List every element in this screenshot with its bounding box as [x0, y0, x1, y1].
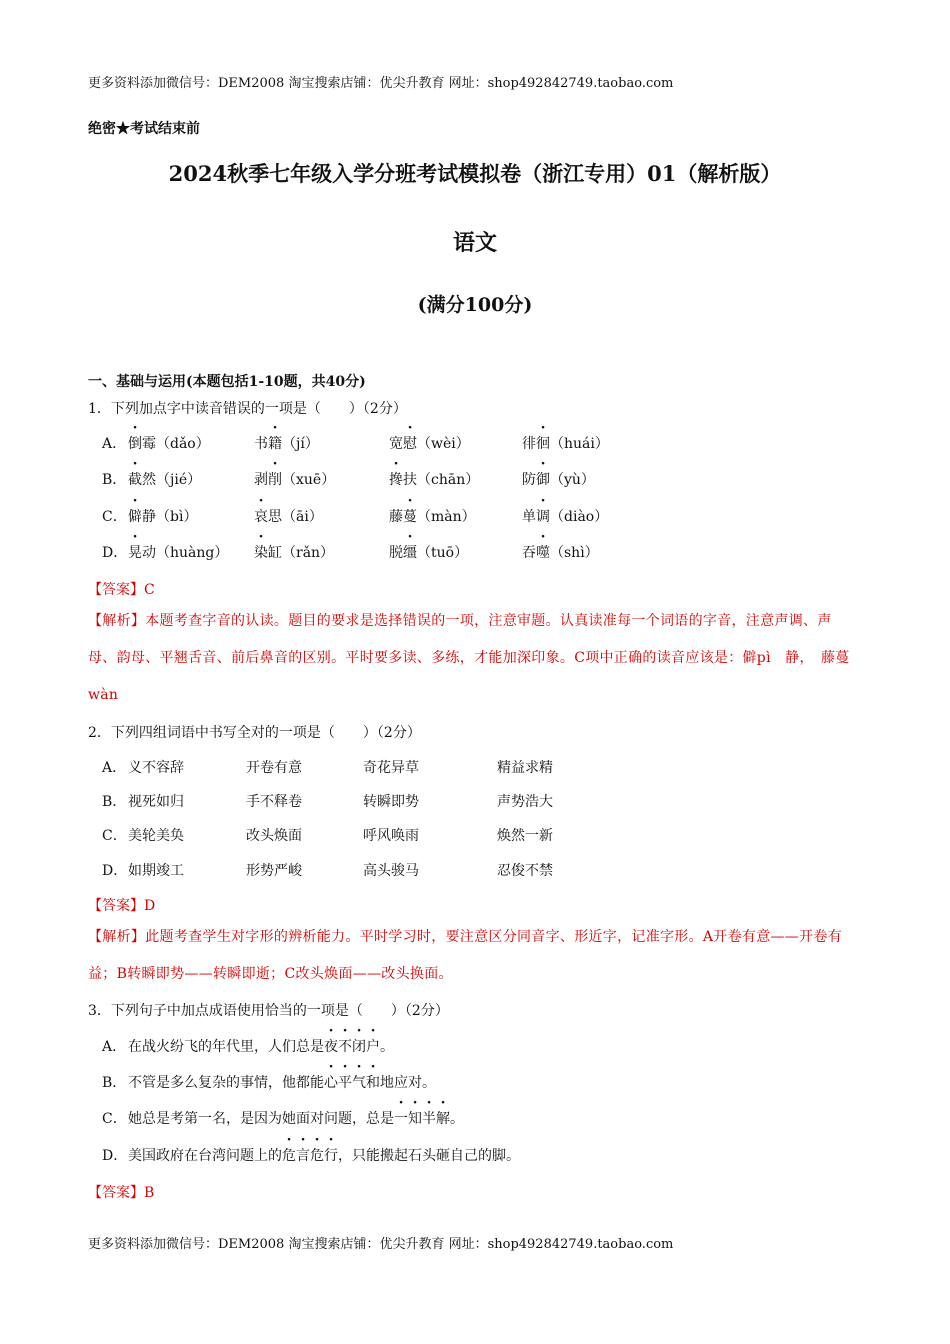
dotted-char: 噬	[536, 545, 550, 561]
option-word: 忍俊不禁	[497, 863, 553, 879]
option-label: D．	[102, 1148, 128, 1164]
dotted-char: 截	[128, 472, 142, 488]
option-label: D．	[102, 545, 128, 561]
footer-note: 更多资料添加微信号：DEM2008 淘宝搜索店铺：优尖升教育 网址：shop492842749.taobao.com	[88, 1237, 674, 1252]
option-word: 美轮美奂	[128, 828, 184, 844]
option-word	[254, 506, 323, 526]
word-reading: （màn）	[417, 509, 476, 525]
option-word	[128, 506, 197, 526]
option-sentence	[128, 1145, 520, 1165]
option-label: B．	[102, 1075, 127, 1091]
dotted-char: 晃	[128, 545, 142, 561]
dotted-char: 哀	[254, 509, 268, 525]
dotted-char: 危	[310, 1148, 324, 1164]
header-note: 更多资料添加微信号：DEM2008 淘宝搜索店铺：优尖升教育 网址：shop492842749.taobao.com	[88, 76, 674, 91]
dotted-char: 倒	[128, 436, 142, 452]
option-label: C．	[102, 828, 127, 844]
dotted-char: 夜	[324, 1039, 338, 1055]
dotted-char: 行	[324, 1148, 338, 1164]
question-1-analysis: 【解析】本题考查字音的认读。题目的要求是选择错误的一项，注意审题。认真读准每一个词语的字音，注意声调、声母、韵母、平翘舌音、前后鼻音的区别。平时要多读、多练，才能加深印象。C项中正确的读音应该是：僻pì 静， 藤蔓wàn	[88, 613, 850, 703]
section-heading: 一、基础与运用(本题包括1-10题，共40分)	[88, 374, 366, 390]
option-label: A．	[102, 760, 127, 776]
option-word	[389, 506, 476, 526]
sentence-text: 在战火纷飞的年代里，人们总是	[128, 1039, 324, 1055]
question-2-stem: 2．下列四组词语中书写全对的一项是（ ）（2分）	[88, 725, 421, 741]
dotted-char: 解	[436, 1111, 450, 1127]
word-char: 吞	[522, 545, 536, 561]
dotted-char: 危	[282, 1148, 296, 1164]
option-word: 义不容辞	[128, 760, 184, 776]
question-2-analysis: 【解析】此题考查学生对字形的辨析能力。平时学习时，要注意区分同音字、形近字，记准字形。A开卷有意——开卷有益；B转瞬即势——转瞬即逝；C改头焕面——改头换面。	[88, 929, 843, 982]
dotted-char: 蔓	[403, 509, 417, 525]
word-reading: （wèi）	[417, 436, 470, 452]
word-char: 单	[522, 509, 536, 525]
sentence-text: 不管是多么复杂的事情，他都能	[128, 1075, 324, 1091]
option-word	[389, 469, 479, 489]
dotted-char: 染	[254, 545, 268, 561]
option-word	[128, 542, 228, 562]
option-word	[254, 469, 335, 489]
dotted-char: 御	[536, 472, 550, 488]
word-char: 书	[254, 436, 268, 452]
question-1-stem: 1．下列加点字中读音错误的一项是（ ）（2分）	[88, 401, 407, 417]
word-reading: 思（āi）	[268, 509, 323, 525]
sentence-text: 地应对。	[380, 1075, 436, 1091]
dotted-char: 慰	[403, 436, 417, 452]
dotted-char: 徊	[536, 436, 550, 452]
secret-label: 绝密★考试结束前	[88, 121, 200, 137]
option-word: 如期竣工	[128, 863, 184, 879]
dotted-char: 知	[408, 1111, 422, 1127]
option-word: 改头焕面	[246, 828, 302, 844]
option-word: 高头骏马	[363, 863, 419, 879]
option-label: B．	[102, 794, 127, 810]
option-label: A．	[102, 1039, 127, 1055]
option-word	[389, 542, 468, 562]
option-word: 视死如归	[128, 794, 184, 810]
question-1-answer: 【答案】C	[88, 582, 155, 598]
word-char: 脱	[389, 545, 403, 561]
word-char: 宽	[389, 436, 403, 452]
option-word	[522, 506, 608, 526]
option-label: B．	[102, 472, 127, 488]
dotted-char: 僻	[128, 509, 142, 525]
dotted-idiom	[394, 1111, 450, 1127]
dotted-char: 籍	[268, 436, 282, 452]
dotted-char: 平	[338, 1075, 352, 1091]
dotted-char: 搀	[389, 472, 403, 488]
question-2-answer: 【答案】D	[88, 898, 156, 914]
option-word: 手不释卷	[246, 794, 302, 810]
subject-title: 语文	[452, 230, 497, 256]
sentence-text: 她总是考第一名，是因为她面对问题，总是	[128, 1111, 394, 1127]
option-word	[522, 433, 609, 453]
sentence-text: 。	[380, 1039, 394, 1055]
dotted-char: 缰	[403, 545, 417, 561]
dotted-idiom	[324, 1075, 380, 1091]
option-word: 开卷有意	[246, 760, 302, 776]
word-reading: 动（huàng）	[142, 545, 229, 561]
word-reading: 扶（chān）	[403, 472, 480, 488]
word-char: 徘	[522, 436, 536, 452]
option-word: 精益求精	[497, 760, 553, 776]
option-word: 奇花异草	[363, 760, 419, 776]
page-title: 2024秋季七年级入学分班考试模拟卷（浙江专用）01（解析版）	[168, 161, 782, 186]
word-char: 剥	[254, 472, 268, 488]
option-label: D．	[102, 863, 128, 879]
word-reading: 静（bì）	[142, 509, 198, 525]
question-3-answer: 【答案】B	[88, 1185, 155, 1201]
dotted-char: 气	[352, 1075, 366, 1091]
sentence-text: 美国政府在台湾问题上的	[128, 1148, 282, 1164]
dotted-char: 闭	[352, 1039, 366, 1055]
dotted-char: 户	[366, 1039, 380, 1055]
option-word: 形势严峻	[246, 863, 302, 879]
word-reading: 缸（rǎn）	[268, 545, 335, 561]
word-reading: （shì）	[550, 545, 599, 561]
word-reading: （huái）	[550, 436, 609, 452]
dotted-char: 不	[338, 1039, 352, 1055]
word-reading: （yù）	[550, 472, 595, 488]
option-sentence	[128, 1036, 394, 1056]
option-word	[389, 433, 470, 453]
option-word	[522, 542, 599, 562]
word-reading: （xuē）	[282, 472, 336, 488]
full-score: (满分100分)	[417, 294, 533, 316]
option-word: 呼风唤雨	[363, 828, 419, 844]
dotted-char: 言	[296, 1148, 310, 1164]
option-label: A．	[102, 436, 127, 452]
option-word	[254, 542, 334, 562]
word-char: 防	[522, 472, 536, 488]
option-label: C．	[102, 509, 127, 525]
word-reading: 然（jié）	[142, 472, 202, 488]
sentence-text: ，只能搬起石头砸自己的脚。	[338, 1148, 520, 1164]
question-3-stem: 3．下列句子中加点成语使用恰当的一项是（ ）（2分）	[88, 1003, 449, 1019]
option-word	[254, 433, 319, 453]
option-word: 转瞬即势	[363, 794, 419, 810]
option-word	[128, 469, 201, 489]
option-word	[128, 433, 210, 453]
dotted-char: 调	[536, 509, 550, 525]
sentence-text: 。	[450, 1111, 464, 1127]
option-label: C．	[102, 1111, 127, 1127]
word-char: 藤	[389, 509, 403, 525]
word-reading: 霉（dǎo）	[142, 436, 210, 452]
dotted-char: 和	[366, 1075, 380, 1091]
dotted-char: 心	[324, 1075, 338, 1091]
dotted-idiom	[324, 1039, 380, 1055]
word-reading: （diào）	[550, 509, 609, 525]
word-reading: （jí）	[282, 436, 319, 452]
dotted-char: 半	[422, 1111, 436, 1127]
option-sentence	[128, 1108, 464, 1128]
option-sentence	[128, 1072, 436, 1092]
dotted-idiom	[282, 1148, 338, 1164]
option-word: 声势浩大	[497, 794, 553, 810]
option-word	[522, 469, 595, 489]
dotted-char: 削	[268, 472, 282, 488]
dotted-char: 一	[394, 1111, 408, 1127]
option-word: 焕然一新	[497, 828, 553, 844]
word-reading: （tuō）	[417, 545, 469, 561]
